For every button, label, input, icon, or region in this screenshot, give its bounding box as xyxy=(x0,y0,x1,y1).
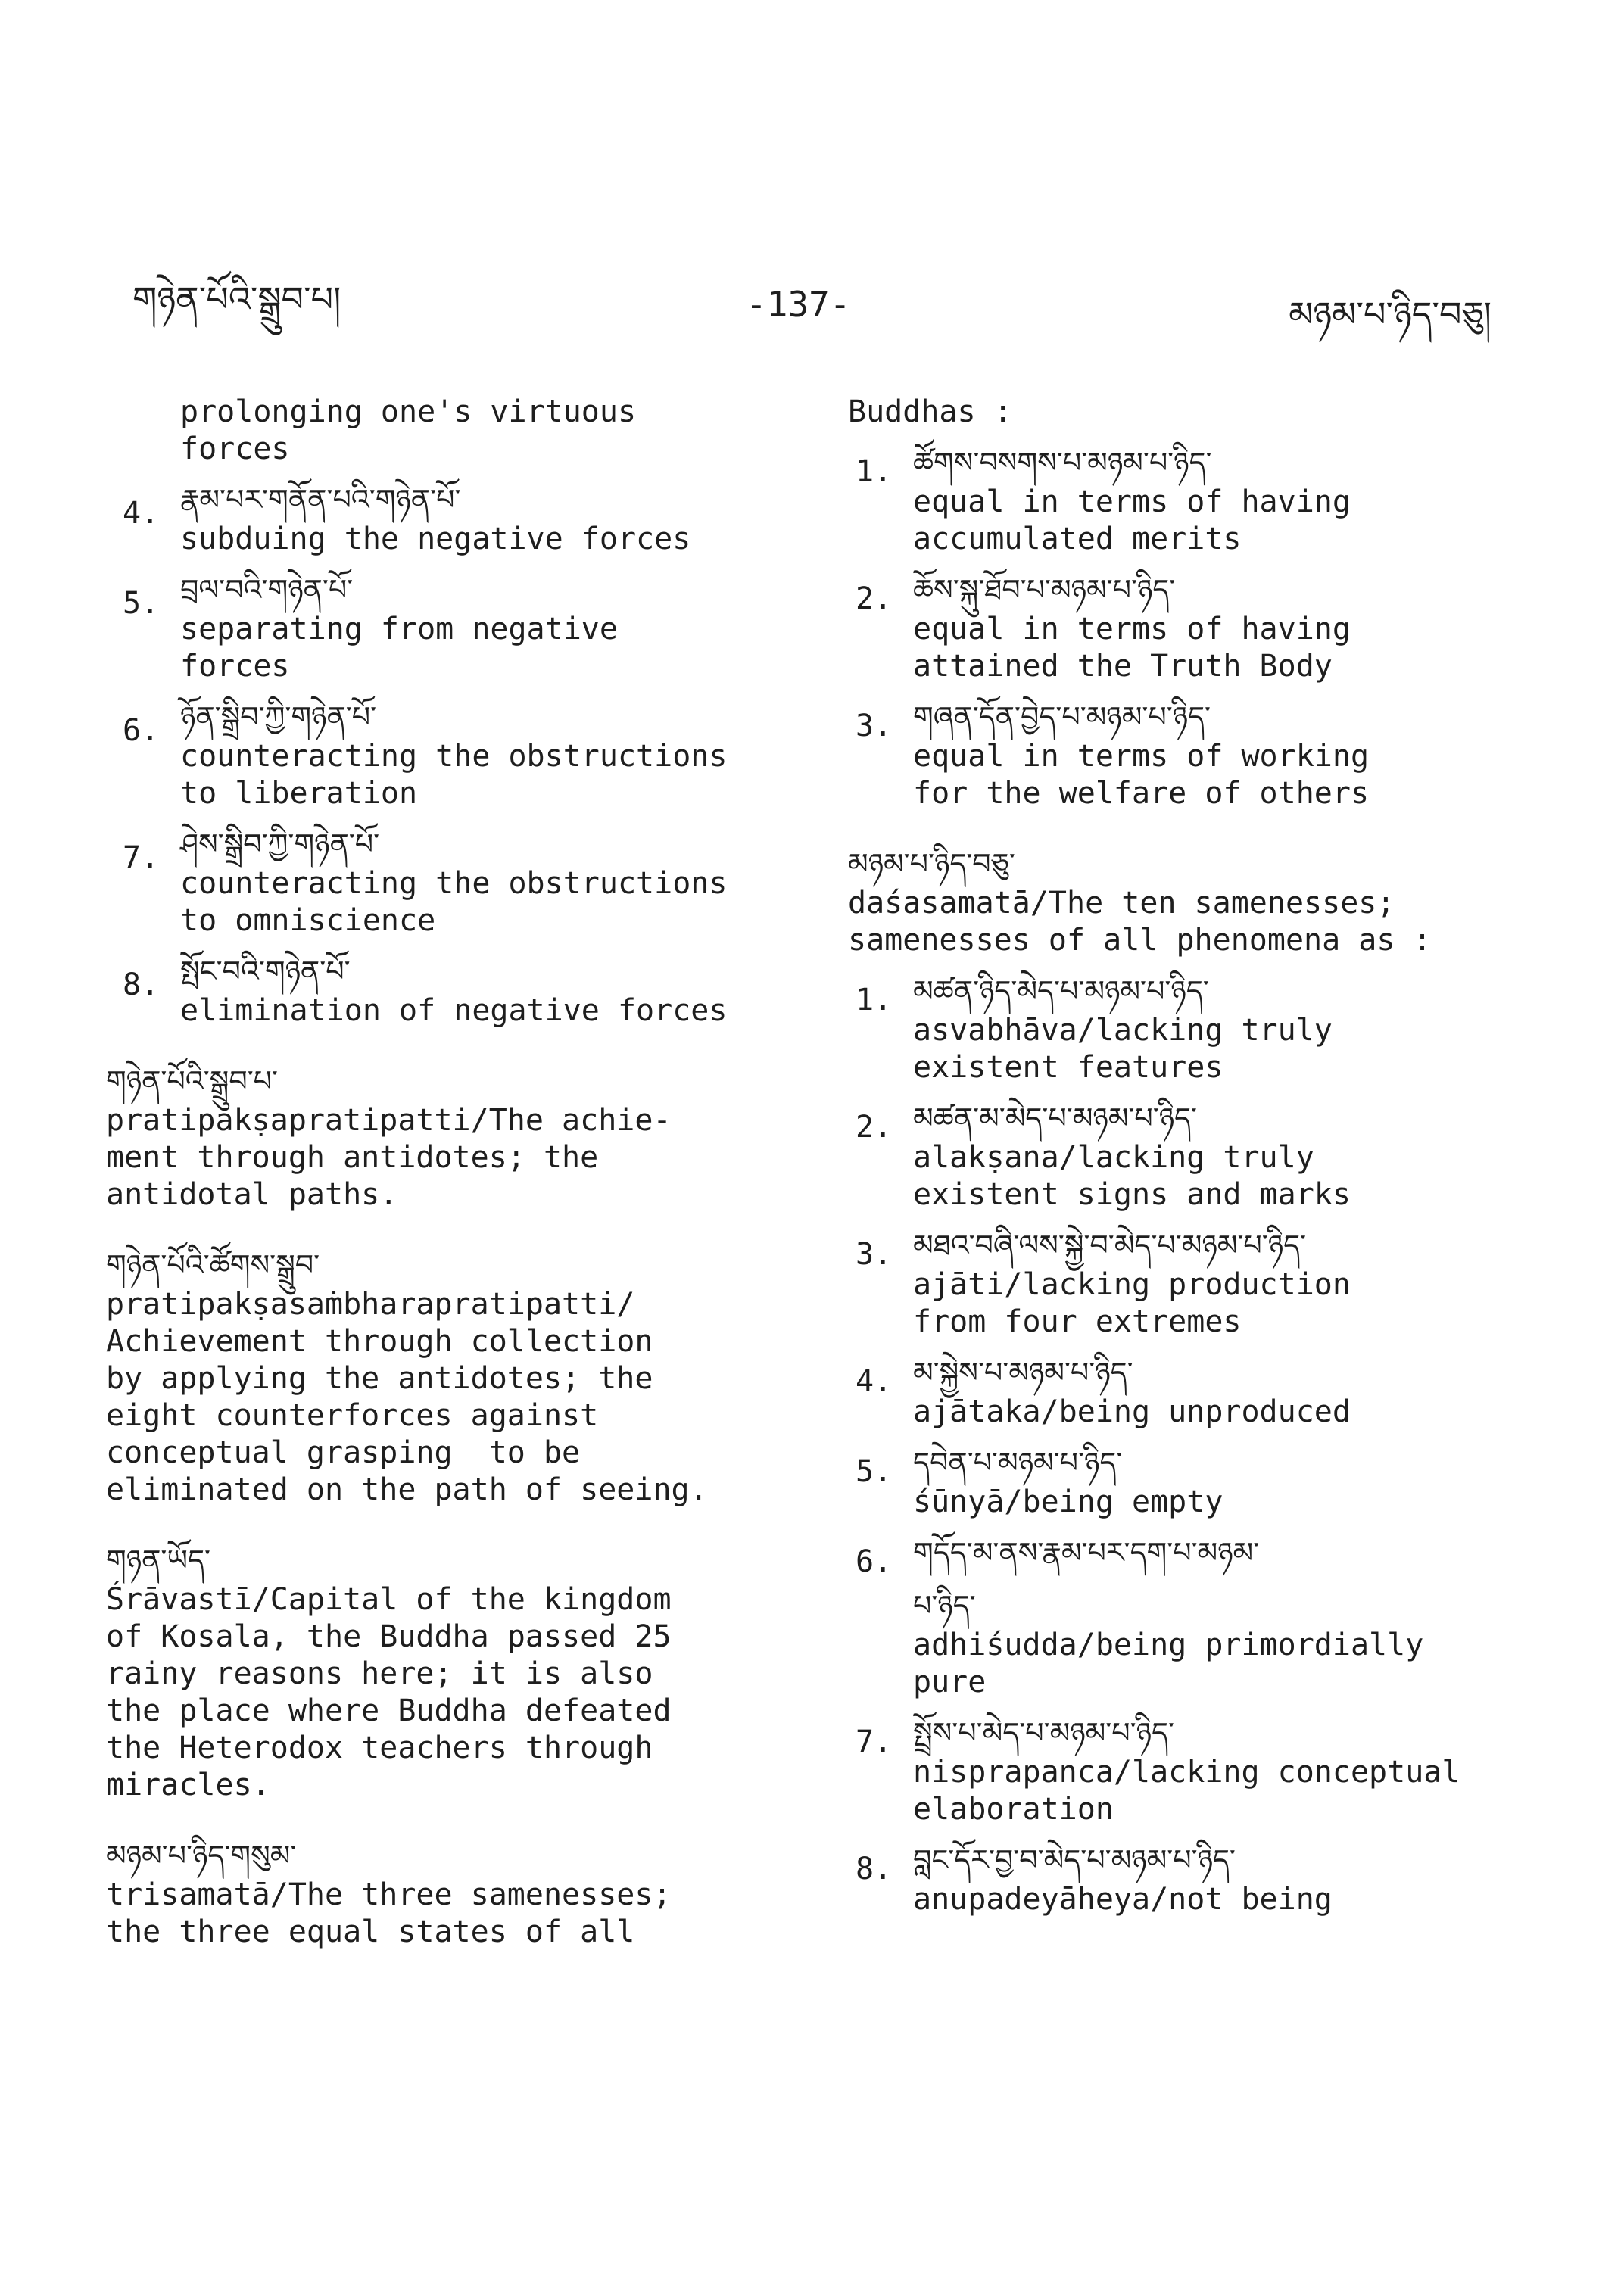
tibetan-headword: མཉམ་པ་ཉིད་བཅུ་ xyxy=(848,847,1015,880)
entry-line: by applying the antidotes; the xyxy=(106,1361,653,1396)
list-item xyxy=(848,569,1529,685)
definition-line: anupadeyāheya/not being xyxy=(913,1882,1333,1917)
entry-line: samenesses of all phenomena as : xyxy=(848,923,1432,958)
entry-line: conceptual grasping to be xyxy=(106,1435,581,1470)
list-item xyxy=(106,950,787,1030)
definition-line: to liberation xyxy=(180,776,418,811)
tibetan-term: རྣམ་པར་གནོན་པའི་གཉེན་པོ་ xyxy=(180,483,461,516)
definition-line: attained the Truth Body xyxy=(913,649,1333,684)
item-number: 7. xyxy=(123,840,160,875)
definition-line: for the welfare of others xyxy=(913,776,1370,811)
tibetan-term: གཞན་དོན་བྱེད་པ་མཉམ་པ་ཉིད་ xyxy=(913,700,1211,734)
definition-line: elaboration xyxy=(913,1792,1114,1827)
tibetan-term: ཉོན་སྒྲིབ་ཀྱི་གཉེན་པོ་ xyxy=(180,700,377,734)
tibetan-term: སྤོང་བའི་གཉེན་པོ་ xyxy=(180,955,351,988)
list-item xyxy=(106,569,787,685)
tibetan-term: བླང་དོར་བྱ་བ་མེད་པ་མཉམ་པ་ཉིད་ xyxy=(913,1843,1236,1877)
definition-line: counteracting the obstructions xyxy=(180,866,728,901)
list-item xyxy=(848,1224,1529,1341)
definition-line: asvabhāva/lacking truly xyxy=(913,1013,1333,1048)
item-number: 4. xyxy=(856,1364,893,1399)
glossary-entry xyxy=(106,1060,787,1213)
tibetan-term: མཚན་ཉིད་མེད་པ་མཉམ་པ་ཉིད་ xyxy=(913,974,1209,1008)
item-number: 5. xyxy=(856,1454,893,1489)
entry-line: Achievement through collection xyxy=(106,1324,653,1359)
item-number: 2. xyxy=(856,1110,893,1145)
definition-line: equal in terms of working xyxy=(913,739,1370,774)
tibetan-headword: མཉམ་པ་ཉིད་གསུམ་ xyxy=(106,1839,297,1872)
definition-line: separating from negative xyxy=(180,612,618,646)
definition-line: existent signs and marks xyxy=(913,1177,1351,1212)
item-number: 2. xyxy=(856,581,893,616)
item-number: 8. xyxy=(856,1852,893,1886)
tibetan-term: བྲལ་བའི་གཉེན་པོ་ xyxy=(180,573,354,606)
list-item xyxy=(848,1351,1529,1431)
item-number: 5. xyxy=(123,586,160,621)
item-number: 1. xyxy=(856,983,893,1017)
entry-line: the place where Buddha defeated xyxy=(106,1693,672,1728)
left-column xyxy=(106,394,787,1951)
tibetan-headword: གཉེན་པོའི་ཚོགས་སྒྲུབ་ xyxy=(106,1248,320,1282)
list-item xyxy=(848,441,1529,558)
list-item xyxy=(848,1839,1529,1918)
list-item xyxy=(848,970,1529,1086)
definition-line: nisprapanca/lacking conceptual xyxy=(913,1755,1460,1790)
definition-line: ajāti/lacking production xyxy=(913,1267,1351,1302)
definition-line: equal in terms of having xyxy=(913,612,1351,646)
list-item xyxy=(848,1441,1529,1521)
entry-line: miracles. xyxy=(106,1768,270,1802)
header-left-title: གཉེན་པོའི་སྒྲུབ་པ། xyxy=(132,279,341,319)
entry-line: daśasamatā/The ten samenesses; xyxy=(848,886,1395,921)
list-item xyxy=(848,1097,1529,1213)
entry-line: the Heterodox teachers through xyxy=(106,1731,653,1765)
right-column xyxy=(848,394,1529,1918)
tibetan-term: གདོད་མ་ནས་རྣམ་པར་དག་པ་མཉམ་ xyxy=(913,1536,1260,1569)
header-right-title: མཉམ་པ་ཉིད་བཅུ། xyxy=(1289,294,1492,335)
entry-line: of Kosala, the Buddha passed 25 xyxy=(106,1619,672,1654)
tibetan-term: མ་སྐྱེས་པ་མཉམ་པ་ཉིད་ xyxy=(913,1356,1133,1389)
entry-line: eliminated on the path of seeing. xyxy=(106,1472,708,1507)
glossary-entry xyxy=(106,1244,787,1509)
definition-line: accumulated merits xyxy=(913,522,1242,556)
tibetan-headword: གཉན་ཡོད་ xyxy=(106,1544,210,1577)
definition-line: from four extremes xyxy=(913,1304,1242,1339)
tibetan-term-continued: པ་ཉིད་ xyxy=(913,1589,976,1622)
entry-line: trisamatā/The three samenesses; xyxy=(106,1877,672,1912)
list-item xyxy=(106,696,787,812)
entry-line: rainy reasons here; it is also xyxy=(106,1656,653,1691)
item-number: 6. xyxy=(856,1544,893,1579)
list-item xyxy=(848,696,1529,812)
item-number: 3. xyxy=(856,709,893,743)
entry-line: eight counterforces against xyxy=(106,1398,599,1433)
item-number: 6. xyxy=(123,713,160,748)
text-line: forces xyxy=(180,431,290,466)
entry-line: antidotal paths. xyxy=(106,1177,398,1212)
tibetan-term: མཐའ་བཞི་ལས་སྐྱེ་བ་མེད་པ་མཉམ་པ་ཉིད་ xyxy=(913,1229,1307,1262)
item-number: 1. xyxy=(856,454,893,489)
tibetan-term: ཚོགས་བསགས་པ་མཉམ་པ་ཉིད་ xyxy=(913,446,1212,479)
entry-line: pratipakṣasaṁbharapratipatti/ xyxy=(106,1287,635,1322)
glossary-entry xyxy=(106,1834,787,1951)
entry-line: ment through antidotes; the xyxy=(106,1140,599,1175)
definition-line: counteracting the obstructions xyxy=(180,739,728,774)
list-item xyxy=(106,478,787,558)
page-number: -137- xyxy=(746,284,851,325)
list-item xyxy=(848,1531,1529,1701)
tibetan-headword: གཉེན་པོའི་སྒྲུབ་པ་ xyxy=(106,1064,279,1098)
glossary-entry xyxy=(106,1539,787,1804)
definition-line: subduing the negative forces xyxy=(180,522,691,556)
definition-line: śūnyā/being empty xyxy=(913,1485,1223,1519)
item-number: 4. xyxy=(123,496,160,531)
entry-line: Śrāvastī/Capital of the kingdom xyxy=(106,1582,672,1617)
definition-line: existent features xyxy=(913,1050,1223,1085)
tibetan-term: ཤེས་སྒྲིབ་ཀྱི་གཉེན་པོ་ xyxy=(180,827,380,861)
text-line: prolonging one's virtuous xyxy=(180,394,637,429)
tibetan-term: སྤྲོས་པ་མེད་པ་མཉམ་པ་ཉིད་ xyxy=(913,1716,1174,1749)
list-item xyxy=(106,823,787,939)
definition-line: forces xyxy=(180,649,290,684)
definition-line: to omniscience xyxy=(180,903,436,938)
glossary-entry xyxy=(848,843,1529,959)
definition-line: ajātaka/being unproduced xyxy=(913,1394,1351,1429)
definition-line: alakṣana/lacking truly xyxy=(913,1140,1314,1175)
definition-line: equal in terms of having xyxy=(913,484,1351,519)
entry-line: the three equal states of all xyxy=(106,1914,635,1949)
entry-line: pratipakṣapratipatti/The achie- xyxy=(106,1103,672,1138)
item-number: 8. xyxy=(123,967,160,1002)
list-item xyxy=(848,1712,1529,1828)
continued-text xyxy=(106,394,787,468)
definition-line: adhiśudda/being primordially xyxy=(913,1628,1424,1662)
definition-line: pure xyxy=(913,1665,987,1699)
continued-text: Buddhas : xyxy=(848,394,1012,429)
tibetan-term: ཆོས་སྐུ་ཐོབ་པ་མཉམ་པ་ཉིད་ xyxy=(913,573,1176,606)
tibetan-term: དབེན་པ་མཉམ་པ་ཉིད་ xyxy=(913,1446,1123,1479)
tibetan-term: མཚན་མ་མེད་པ་མཉམ་པ་ཉིད་ xyxy=(913,1101,1198,1135)
item-number: 7. xyxy=(856,1724,893,1759)
item-number: 3. xyxy=(856,1237,893,1272)
definition-line: elimination of negative forces xyxy=(180,993,728,1028)
